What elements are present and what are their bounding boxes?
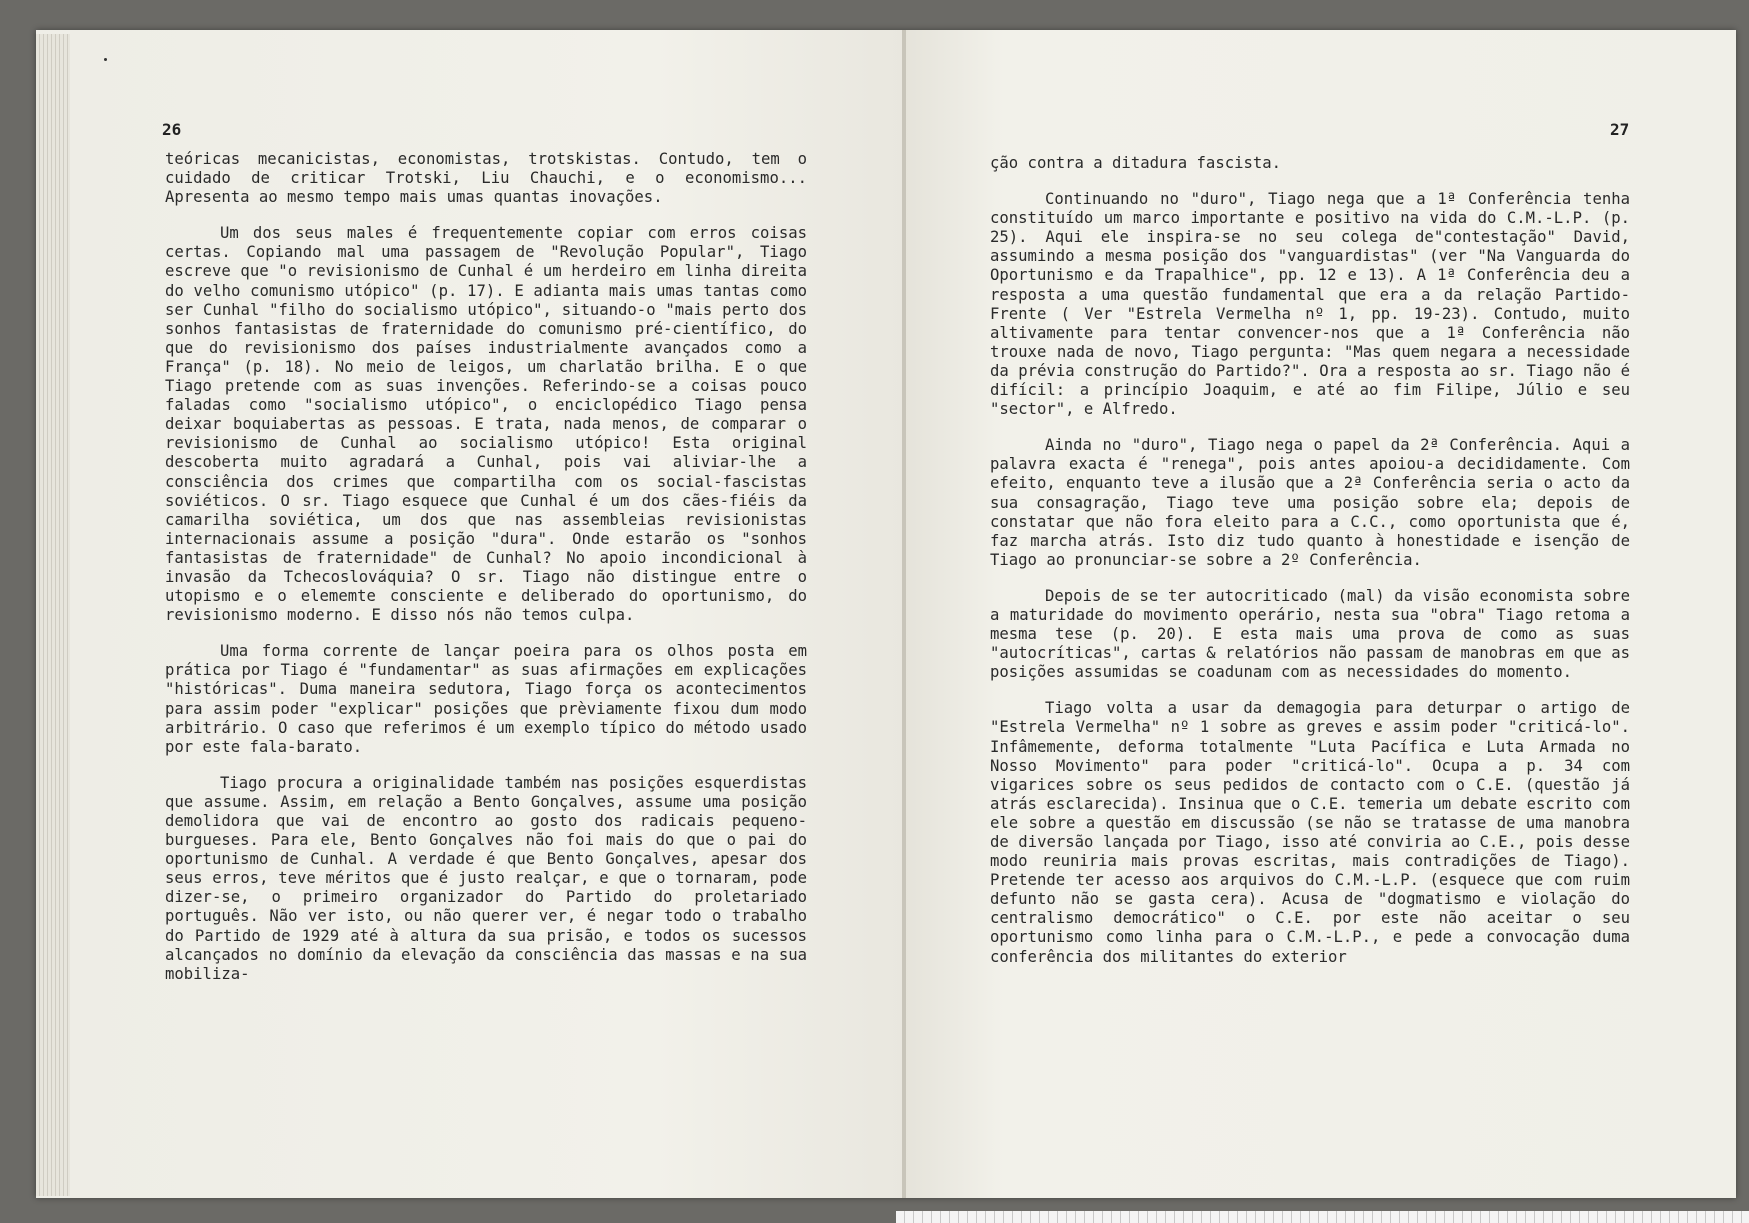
scan-scale-bar <box>896 1211 1749 1223</box>
paragraph: teóricas mecanicistas, economistas, trotskistas. Contudo, tem o cuidado de criticar Trotski, Liu Chauchi, e o economismo... Apresenta ao mesmo tempo mais umas quantas inovações. <box>165 150 807 207</box>
left-page-text <box>165 150 807 1001</box>
right-page-text <box>990 154 1630 984</box>
speck <box>104 58 107 61</box>
left-page-number: 26 <box>162 120 182 139</box>
paragraph: Depois de se ter autocriticado (mal) da visão economista sobre a maturidade do movimento operário, nesta sua "obra" Tiago retoma a mesma tese (p. 20). E esta mais uma prova de como as suas "autocríticas", cartas & relatórios não passam de manobras em que as posições assumidas se coadunam com as necessidades do momento. <box>990 586 1630 682</box>
paragraph: Continuando no "duro", Tiago nega que a 1ª Conferência tenha constituído um marco importante e positivo na vida do C.M.-L.P. (p. 25). Aqui ele inspira-se no seu colega de"contestação" David, assumindo a mesma posição dos "vanguardistas" (ver "Na Vanguarda do Oportunismo e da Trapalhice", pp. 12 e 13). A 1ª Conferência deu a resposta a uma questão fundamental que era a da relação Partido-Frente ( Ver "Estrela Vermelha nº 1, pp. 19-23). Contudo, muito altivamente para tentar convencer-nos que a 1ª Conferência não trouxe nada de novo, Tiago pergunta: "Mas quem negara a necessidade da prévia construção do Partido?". Ora a resposta ao sr. Tiago não é difícil: a princípio Joaquim, e até ao fim Filipe, Júlio e seu "sector", e Alfredo. <box>990 190 1630 419</box>
binding-gutter <box>902 30 906 1198</box>
paragraph: Tiago volta a usar da demagogia para deturpar o artigo de "Estrela Vermelha" nº 1 sobre as greves e assim poder "criticá-lo". Infâmemente, deforma totalmente "Luta Pacífica e Luta Armada no Nosso Movimento" para poder "criticá-lo". Ocupa a p. 34 com vigarices sobre os seus pedidos de contacto com o C.E. (questão já atrás esclarecida). Insinua que o C.E. temeria um debate escrito com ele sobre a questão em discussão (se não se tratasse de uma manobra de diversão lançada por Tiago, isso até conviria ao C.E., pois desse modo reuniria mais provas escritas, mais contradições de Tiago). Pretende ter acesso aos arquivos do C.M.-L.P. (esquece que com ruim defunto não se gasta cera). Acusa de "dogmatismo e violação do centralismo democrático" o C.E. por este não aceitar o seu oportunismo como linha para o C.M.-L.P., e pede a convocação duma conferência dos militantes do exterior <box>990 699 1630 966</box>
paragraph: Ainda no "duro", Tiago nega o papel da 2ª Conferência. Aqui a palavra exacta é "renega", pois antes apoiou-a decididamente. Com efeito, enquanto teve a ilusão que a 2ª Conferência seria o acto da sua consagração, Tiago teve uma posição sobre ela; depois de constatar que não fora eleito para a C.C., como oportunista que é, faz marcha atrás. Isto diz tudo quanto à honestidade e isenção de Tiago ao pronunciar-se sobre a 2º Conferência. <box>990 436 1630 569</box>
paragraph: Uma forma corrente de lançar poeira para os olhos posta em prática por Tiago é "fundamentar" as suas afirmações em explicações "históricas". Duma maneira sedutora, Tiago força os acontecimentos para assim poder "explicar" posições que prèviamente fixou dum modo arbitrário. O caso que referimos é um exemplo típico do método usado por este fala-barato. <box>165 642 807 756</box>
paragraph: Tiago procura a originalidade também nas posições esquerdistas que assume. Assim, em relação a Bento Gonçalves, assume uma posição demolidora que vai de encontro ao gosto dos radicais pequeno-burgueses. Para ele, Bento Gonçalves não foi mais do que o pai do oportunismo de Cunhal. A verdade é que Bento Gonçalves, apesar dos seus erros, teve méritos que é justo realçar, e que o tornaram, pode dizer-se, o primeiro organizador do Partido do proletariado português. Não ver isto, ou não querer ver, é negar todo o trabalho do Partido de 1929 até à altura da sua prisão, e todos os sucessos alcançados no domínio da elevação da consciência das massas e na sua mobiliza- <box>165 773 807 983</box>
page-edges <box>36 34 71 1196</box>
paragraph: ção contra a ditadura fascista. <box>990 154 1282 172</box>
right-page-number: 27 <box>1610 120 1630 139</box>
paragraph: Um dos seus males é frequentemente copiar com erros coisas certas. Copiando mal uma passagem de "Revolução Popular", Tiago escreve que "o revisionismo de Cunhal é um herdeiro em linha direita do velho comunismo utópico" (p. 17). E adianta mais umas tantas como ser Cunhal "filho do socialismo utópico", situando-o "mais perto dos sonhos fantasistas de fraternidade do comunismo pré-científico, do que do revisionismo dos países industrialmente avançados como a França" (p. 18). No meio de leigos, um charlatão brilha. E o que Tiago pretende com as suas invenções. Referindo-se a coisas pouco faladas como "socialismo utópico", o enciclopédico Tiago pensa deixar boquiabertas as pessoas. E trata, nada menos, de comparar o revisionismo de Cunhal ao socialismo utópico! Esta original descoberta muito agradará a Cunhal, pois vai aliviar-lhe a consciência dos crimes que compartilha com os social-fascistas soviéticos. O sr. Tiago esquece que Cunhal é um dos cães-fiéis da camarilha soviética, um dos que nas assembleias revisionistas internacionais assume a posição "dura". Onde estarão os "sonhos fantasistas de fraternidade" de Cunhal? No apoio incondicional à invasão da Tchecoslováquia? O sr. Tiago não distingue entre o utopismo e o elememte consciente e deliberado do oportunismo, do revisionismo moderno. E disso nós não temos culpa. <box>165 224 807 625</box>
